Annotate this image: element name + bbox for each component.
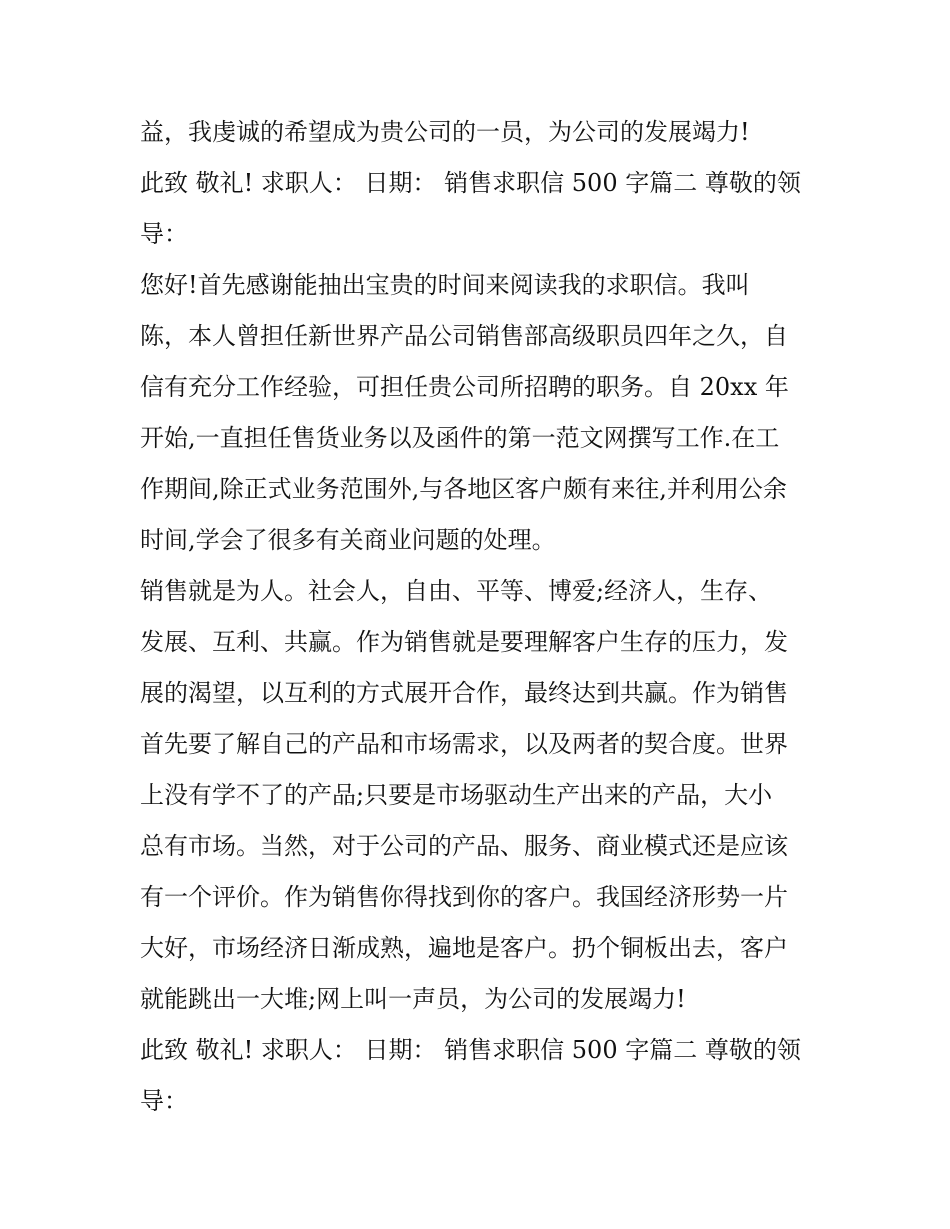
text-line: 有一个评价。作为销售你得找到你的客户。我国经济形势一片	[140, 883, 788, 911]
text-line: 信有充分工作经验，可担任贵公司所招聘的职务。自 20xx 年	[140, 373, 789, 401]
text-line: 陈，本人曾担任新世界产品公司销售部高级职员四年之久，自	[140, 322, 788, 350]
text-line: 发展、互利、共赢。作为销售就是要理解客户生存的压力，发	[140, 628, 788, 656]
text-line: 此致 敬礼! 求职人： 日期： 销售求职信 500 字篇二 尊敬的领	[140, 1036, 801, 1064]
text-line: 总有市场。当然，对于公司的产品、服务、商业模式还是应该	[140, 832, 788, 860]
text-line: 此致 敬礼! 求职人： 日期： 销售求职信 500 字篇二 尊敬的领	[140, 169, 801, 197]
text-line: 导：	[140, 1087, 188, 1115]
document-body	[140, 107, 820, 1127]
text-line: 就能跳出一大堆;网上叫一声员，为公司的发展竭力!	[140, 985, 686, 1013]
text-line: 您好!首先感谢能抽出宝贵的时间来阅读我的求职信。我叫	[140, 271, 750, 299]
text-line: 展的渴望，以互利的方式展开合作，最终达到共赢。作为销售	[140, 679, 788, 707]
text-line: 上没有学不了的产品;只要是市场驱动生产出来的产品，大小	[140, 781, 773, 809]
text-line: 益，我虔诚的希望成为贵公司的一员，为公司的发展竭力!	[140, 118, 750, 146]
text-line: 大好，市场经济日渐成熟，遍地是客户。扔个铜板出去，客户	[140, 934, 788, 962]
text-line: 首先要了解自己的产品和市场需求，以及两者的契合度。世界	[140, 730, 788, 758]
text-line: 时间,学会了很多有关商业问题的处理。	[140, 526, 556, 554]
text-line: 开始,一直担任售货业务以及函件的第一范文网撰写工作.在工	[140, 424, 780, 452]
text-line: 导：	[140, 220, 188, 248]
text-line: 作期间,除正式业务范围外,与各地区客户颇有来往,并利用公余	[140, 475, 787, 503]
text-line: 销售就是为人。社会人，自由、平等、博爱;经济人，生存、	[140, 577, 773, 605]
